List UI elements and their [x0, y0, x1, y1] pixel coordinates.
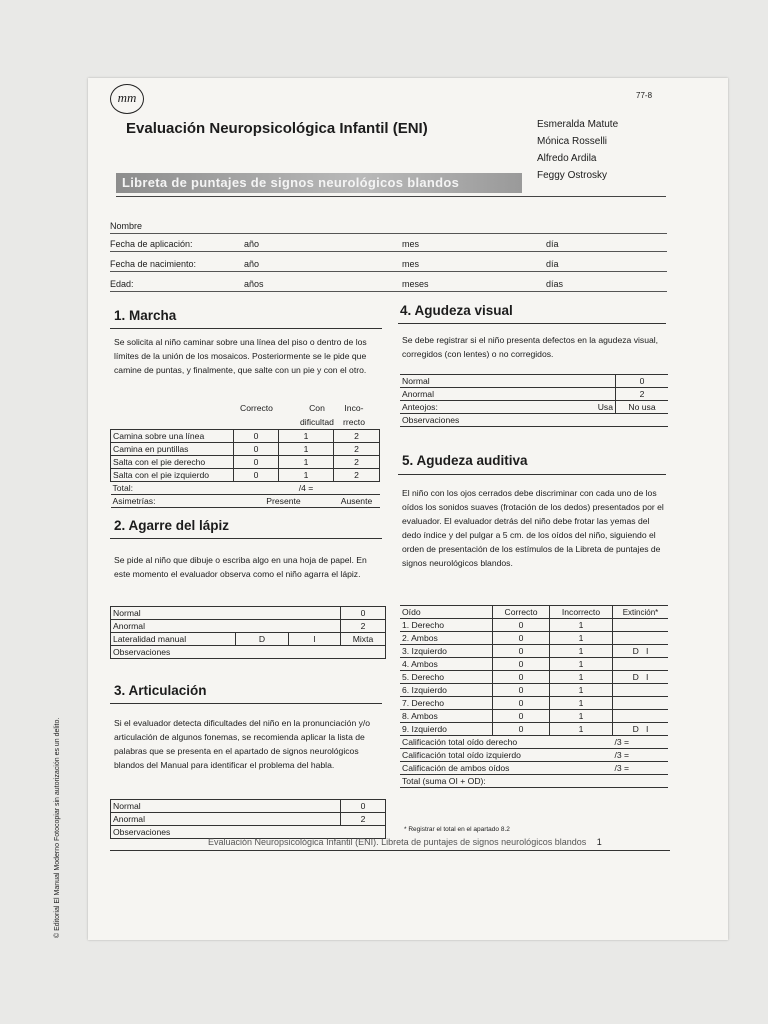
extinction-cell[interactable]: [613, 697, 669, 710]
score-correct[interactable]: 0: [493, 697, 550, 710]
section-1-instructions: Se solicita al niño caminar sobre una línea del piso o dentro de los límites de la unión de los mosaicos. Posteriormente se le pide que camine de puntas, y finalmente, que salte con un pie y con el otro.: [114, 337, 367, 375]
table-row: [400, 401, 668, 414]
score-abnormal[interactable]: 2: [341, 813, 386, 826]
divider: [110, 328, 382, 329]
footer-page-number: 1: [596, 837, 602, 847]
table-row: [111, 633, 386, 646]
table-row-asymmetry: [111, 495, 380, 508]
header-incorrect: Incorrecto: [550, 606, 613, 619]
table-row: [400, 632, 668, 645]
col-header-incorrect-line2: rrecto: [343, 417, 365, 427]
score-difficulty[interactable]: 1: [279, 430, 334, 443]
score-incorrect[interactable]: 1: [550, 645, 613, 658]
table-row-score: [400, 762, 668, 775]
table-row: [111, 430, 380, 443]
score-correct[interactable]: 0: [493, 684, 550, 697]
extinction-cell[interactable]: [613, 632, 669, 645]
table-row: [111, 607, 386, 620]
divider: [116, 196, 666, 197]
score-incorrect[interactable]: 2: [334, 456, 380, 469]
score-incorrect[interactable]: 1: [550, 684, 613, 697]
row-label: Normal: [111, 800, 341, 813]
score-correct[interactable]: 0: [493, 619, 550, 632]
score-correct[interactable]: 0: [493, 658, 550, 671]
blank-cell: [234, 482, 279, 495]
score-label-right: Calificación total oído derecho: [400, 736, 613, 749]
row-label: Lateralidad manual: [111, 633, 236, 646]
table-row-total: [111, 482, 380, 495]
auditory-acuity-table: [400, 605, 668, 788]
score-incorrect[interactable]: 1: [550, 710, 613, 723]
table-row-score: [400, 749, 668, 762]
table-row: [400, 619, 668, 632]
score-correct[interactable]: 0: [493, 671, 550, 684]
age-label: Edad:: [110, 279, 134, 289]
table-row: [400, 710, 668, 723]
row-label: 2. Ambos: [400, 632, 493, 645]
table-row-score: [400, 736, 668, 749]
copyright-side-text: [54, 638, 68, 938]
score-incorrect[interactable]: 1: [550, 658, 613, 671]
section-4-instructions: Se debe registrar si el niño presenta defectos en la agudeza visual, corregidos (con lentes) o no corregidos.: [402, 335, 659, 359]
table-row: [400, 645, 668, 658]
table-row: [400, 697, 668, 710]
table-row: [400, 671, 668, 684]
table-row: [400, 684, 668, 697]
divider: [110, 703, 382, 704]
row-label: 1. Derecho: [400, 619, 493, 632]
glasses-uses[interactable]: Usa: [551, 401, 616, 414]
section-5-title: 5. Agudeza auditiva: [402, 453, 528, 468]
total-value[interactable]: /4 =: [279, 482, 334, 495]
extinction-cell[interactable]: D I: [613, 671, 669, 684]
table-row: [400, 388, 668, 401]
col-header-difficulty-line1: Con: [309, 403, 325, 413]
visual-acuity-table: [400, 374, 668, 427]
score-correct[interactable]: 0: [234, 469, 279, 482]
row-label: 6. Izquierdo: [400, 684, 493, 697]
section-1-title: 1. Marcha: [114, 308, 177, 323]
extinction-cell[interactable]: D I: [613, 645, 669, 658]
score-incorrect[interactable]: 1: [550, 671, 613, 684]
header-extinction: Extinción*: [613, 606, 669, 619]
section-3-instructions: Si el evaluador detecta dificultades del niño en la pronunciación y/o articulación de algunos fonemas, se recomienda aplicar la lista de palabras que se presenta en el apartado de signos neurológicos blandos del Manual para identificar el problema del habla.: [114, 718, 371, 770]
score-correct[interactable]: 0: [493, 632, 550, 645]
copyright-text: © Editorial El Manual Moderno Fotocopiar sin autorización es un delito.: [54, 717, 61, 938]
day-label: día: [546, 259, 559, 269]
extinction-cell[interactable]: [613, 710, 669, 723]
author: Esmeralda Matute: [537, 119, 619, 130]
table-row: [111, 620, 386, 633]
table-row: [400, 723, 668, 736]
extinction-cell[interactable]: [613, 619, 669, 632]
year-label: año: [244, 259, 260, 269]
header-correct: Correcto: [493, 606, 550, 619]
row-label: Anteojos:: [400, 401, 551, 414]
col-header-difficulty-line2: dificultad: [300, 417, 334, 427]
articulation-table: [110, 799, 386, 839]
application-date-label: Fecha de aplicación:: [110, 239, 193, 249]
extinction-cell[interactable]: [613, 658, 669, 671]
row-label: Anormal: [111, 813, 341, 826]
score-abnormal[interactable]: 2: [616, 388, 669, 401]
asymmetry-present[interactable]: Presente: [234, 495, 334, 508]
author: Alfredo Ardila: [537, 153, 597, 164]
row-label: Camina en puntillas: [111, 443, 234, 456]
table-row: [400, 658, 668, 671]
row-label: 7. Derecho: [400, 697, 493, 710]
score-correct[interactable]: 0: [493, 723, 550, 736]
year-label: año: [244, 239, 260, 249]
section-3-title: 3. Articulación: [114, 683, 207, 698]
divider: [398, 474, 666, 475]
score-value-left[interactable]: /3 =: [613, 749, 669, 762]
month-label: mes: [402, 259, 420, 269]
handedness-right[interactable]: D: [236, 633, 289, 646]
header-ear: Oído: [400, 606, 493, 619]
col-header-correct: Correcto: [240, 403, 273, 413]
score-label-left: Calificación total oído izquierdo: [400, 749, 613, 762]
authors-list: [537, 116, 618, 184]
publisher-logo: mm: [110, 84, 144, 114]
section-4-title: 4. Agudeza visual: [400, 303, 513, 318]
handedness-left[interactable]: I: [289, 633, 341, 646]
col-header-incorrect-line1: Inco-: [344, 403, 364, 413]
table-header-row: [400, 606, 668, 619]
table-row: [111, 800, 386, 813]
table-row: [111, 469, 380, 482]
observations-field[interactable]: Observaciones: [111, 826, 386, 839]
author: Feggy Ostrosky: [537, 170, 608, 181]
score-difficulty[interactable]: 1: [279, 456, 334, 469]
extinction-cell[interactable]: D I: [613, 723, 669, 736]
table-row: [111, 443, 380, 456]
row-label: Salta con el pie izquierdo: [111, 469, 234, 482]
row-label: 3. Izquierdo: [400, 645, 493, 658]
table-row: [111, 456, 380, 469]
score-correct[interactable]: 0: [234, 443, 279, 456]
score-difficulty[interactable]: 1: [279, 443, 334, 456]
application-date-field[interactable]: [110, 233, 667, 252]
score-correct[interactable]: 0: [234, 430, 279, 443]
table-row: [400, 414, 668, 427]
footer-caption: Evaluación Neuropsicológica Infantil (ENI). Libreta de puntajes de signos neurológicos blandos: [208, 837, 587, 847]
row-label: 5. Derecho: [400, 671, 493, 684]
row-label: Salta con el pie derecho: [111, 456, 234, 469]
name-field[interactable]: [110, 215, 667, 234]
score-normal[interactable]: 0: [616, 375, 669, 388]
section-5-instructions: El niño con los ojos cerrados debe discriminar con cada uno de los oídos los sonidos suaves (frotación de los dedos) presentados por el evaluador. El evaluador detrás del niño debe frotar las yemas del dedo índice y del pulgar a 5 cm. de los oídos del niño, siguiendo el orden de presentación de los estímulos de la Libreta de puntajes de signos neurológicos blandos.: [402, 488, 664, 568]
glasses-no-use[interactable]: No usa: [616, 401, 669, 414]
total-sum-field[interactable]: Total (suma OI + OD):: [400, 775, 668, 788]
table-row-total: [400, 775, 668, 788]
row-label: 8. Ambos: [400, 710, 493, 723]
name-label: Nombre: [110, 221, 143, 231]
years-label: años: [244, 279, 264, 289]
month-label: mes: [402, 239, 420, 249]
score-label-both: Calificación de ambos oídos: [400, 762, 613, 775]
author: Mónica Rosselli: [537, 136, 608, 147]
birth-date-field[interactable]: [110, 253, 667, 272]
score-incorrect[interactable]: 1: [550, 697, 613, 710]
day-label: día: [546, 239, 559, 249]
extinction-cell[interactable]: [613, 684, 669, 697]
score-incorrect[interactable]: 2: [334, 443, 380, 456]
score-incorrect[interactable]: 2: [334, 469, 380, 482]
age-field[interactable]: [110, 273, 667, 292]
col-header-difficulty: [300, 401, 334, 429]
pencil-grip-table: [110, 606, 386, 659]
page-code: 77-8: [636, 91, 653, 100]
observations-field[interactable]: Observaciones: [111, 646, 386, 659]
handedness-mixed[interactable]: Mixta: [341, 633, 386, 646]
table-row: [111, 646, 386, 659]
table-row: [111, 813, 386, 826]
score-normal[interactable]: 0: [341, 607, 386, 620]
score-value-both[interactable]: /3 =: [613, 762, 669, 775]
asymmetry-label: Asimetrías:: [111, 495, 234, 508]
score-incorrect[interactable]: 2: [334, 430, 380, 443]
score-incorrect[interactable]: 1: [550, 632, 613, 645]
document-page: [54, 78, 728, 940]
table-row: [400, 375, 668, 388]
section-2-instructions: Se pide al niño que dibuje o escriba algo en una hoja de papel. En este momento el evaluador observa como el niño agarra el lápiz.: [114, 555, 367, 579]
score-correct[interactable]: 0: [234, 456, 279, 469]
divider: [110, 850, 670, 851]
divider: [110, 538, 382, 539]
divider: [398, 323, 666, 324]
score-value-right[interactable]: /3 =: [613, 736, 669, 749]
document-title: Evaluación Neuropsicológica Infantil (ENI): [126, 120, 428, 137]
footer-text: [208, 837, 602, 847]
row-label: Anormal: [400, 388, 616, 401]
score-correct[interactable]: 0: [493, 645, 550, 658]
row-label: 4. Ambos: [400, 658, 493, 671]
gait-score-table: [110, 429, 380, 508]
blank-cell: [334, 482, 380, 495]
score-correct[interactable]: 0: [493, 710, 550, 723]
observations-field[interactable]: Observaciones: [400, 414, 668, 427]
col-header-incorrect: [343, 401, 365, 429]
row-label: Camina sobre una línea: [111, 430, 234, 443]
booklet-banner: Libreta de puntajes de signos neurológicos blandos: [116, 173, 522, 193]
asymmetry-absent[interactable]: Ausente: [334, 495, 380, 508]
months-label: meses: [402, 279, 429, 289]
score-incorrect[interactable]: 1: [550, 619, 613, 632]
days-label: días: [546, 279, 564, 289]
row-label: Normal: [400, 375, 616, 388]
score-abnormal[interactable]: 2: [341, 620, 386, 633]
total-label: Total:: [111, 482, 234, 495]
row-label: Normal: [111, 607, 341, 620]
birth-date-label: Fecha de nacimiento:: [110, 259, 197, 269]
section-2-title: 2. Agarre del lápiz: [114, 518, 230, 533]
score-difficulty[interactable]: 1: [279, 469, 334, 482]
footnote: * Registrar el total en el apartado 8.2: [404, 826, 510, 833]
score-normal[interactable]: 0: [341, 800, 386, 813]
row-label: 9. Izquierdo: [400, 723, 493, 736]
score-incorrect[interactable]: 1: [550, 723, 613, 736]
row-label: Anormal: [111, 620, 341, 633]
